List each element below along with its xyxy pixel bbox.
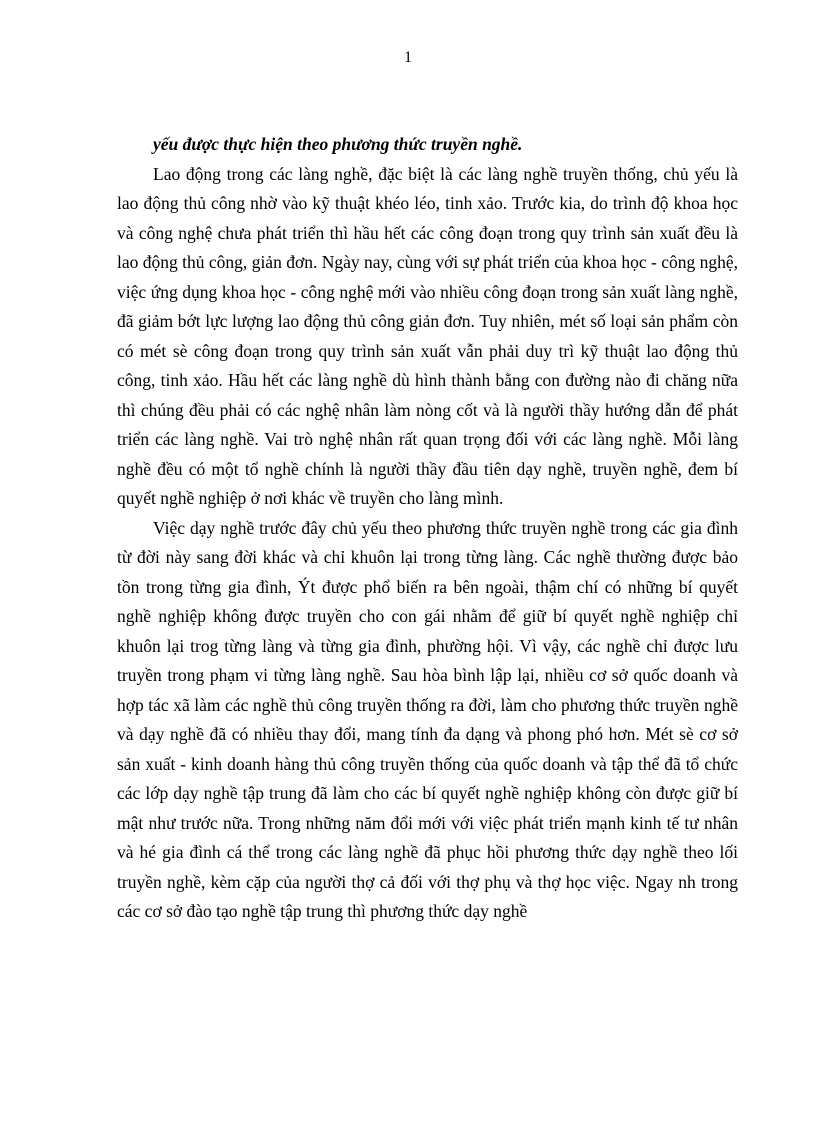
paragraph: Việc dạy nghề trước đây chủ yếu theo phương thức truyền nghề trong các gia đình từ đời này sang đời khác và chỉ khuôn lại trong từng làng. Các nghề thường được bảo tồn trong từng gia đình, Ýt được phổ biến ra bên ngoài, thậm chí có những bí quyết nghề nghiệp không được truyền cho con gái nhằm để giữ bí quyết nghề nghiệp chỉ khuôn lại trog từng làng và từng gia đình, phường hội. Vì vậy, các nghề chỉ được lưu truyền trong phạm vi từng làng nghề. Sau hòa bình lập lại, nhiều cơ sở quốc doanh và hợp tác xã làm các nghề thủ công truyền thống ra đời, làm cho phương thức truyền nghề và dạy nghề đã có nhiều thay đổi, mang tính đa dạng và phong phó hơn. Mét sè cơ sở sản xuất - kinh doanh hàng thủ công truyền thống của quốc doanh và tập thể đã tổ chức các lớp dạy nghề tập trung đã làm cho các bí quyết nghề nghiệp không còn được giữ bí mật như trước nữa. Trong những năm đổi mới với việc phát triển mạnh kinh tế tư nhân và hé gia đình cá thể trong các làng nghề đã phục hồi phương thức dạy nghề theo lối truyền nghề, kèm cặp của người thợ cả đối với thợ phụ và thợ học việc. Ngay nh trong các cơ sở đào tạo nghề tập trung thì phương thức dạy nghề <box>117 517 738 921</box>
document-body <box>117 130 738 927</box>
paragraph: Lao động trong các làng nghề, đặc biệt là các làng nghề truyền thống, chủ yếu là lao động thủ công nhờ vào kỹ thuật khéo léo, tinh xảo. Trước kia, do trình độ khoa học và công nghệ chưa phát triển thì hầu hết các công đoạn trong quy trình sản xuất đều là lao động thủ công, giản đơn. Ngày nay, cùng với sự phát triển của khoa học - công nghệ, việc ứng dụng khoa học - công nghệ mới vào nhiều công đoạn trong sản xuất làng nghề, đã giảm bớt lực lượng lao động thủ công giản đơn. Tuy nhiên, mét số loại sản phẩm còn có mét sè công đoạn trong quy trình sản xuất vẫn phải duy trì kỹ thuật lao động thủ công, tinh xảo. Hầu hết các làng nghề dù hình thành bằng con đường nào đi chăng nữa thì chúng đều phải có các nghệ nhân làm nòng cốt và là người thầy hướng dẫn để phát triển các làng nghề. Vai trò nghệ nhân rất quan trọng đối với các làng nghề. Mỗi làng nghề đều có một tổ nghề chính là người thầy đầu tiên dạy nghề, truyền nghề, đem bí quyết nghề nghiệp ở nơi khác về truyền cho làng mình. <box>117 163 738 508</box>
page-number: 1 <box>404 49 412 66</box>
lead-line: yếu được thực hiện theo phương thức truyền nghề. <box>153 134 523 154</box>
